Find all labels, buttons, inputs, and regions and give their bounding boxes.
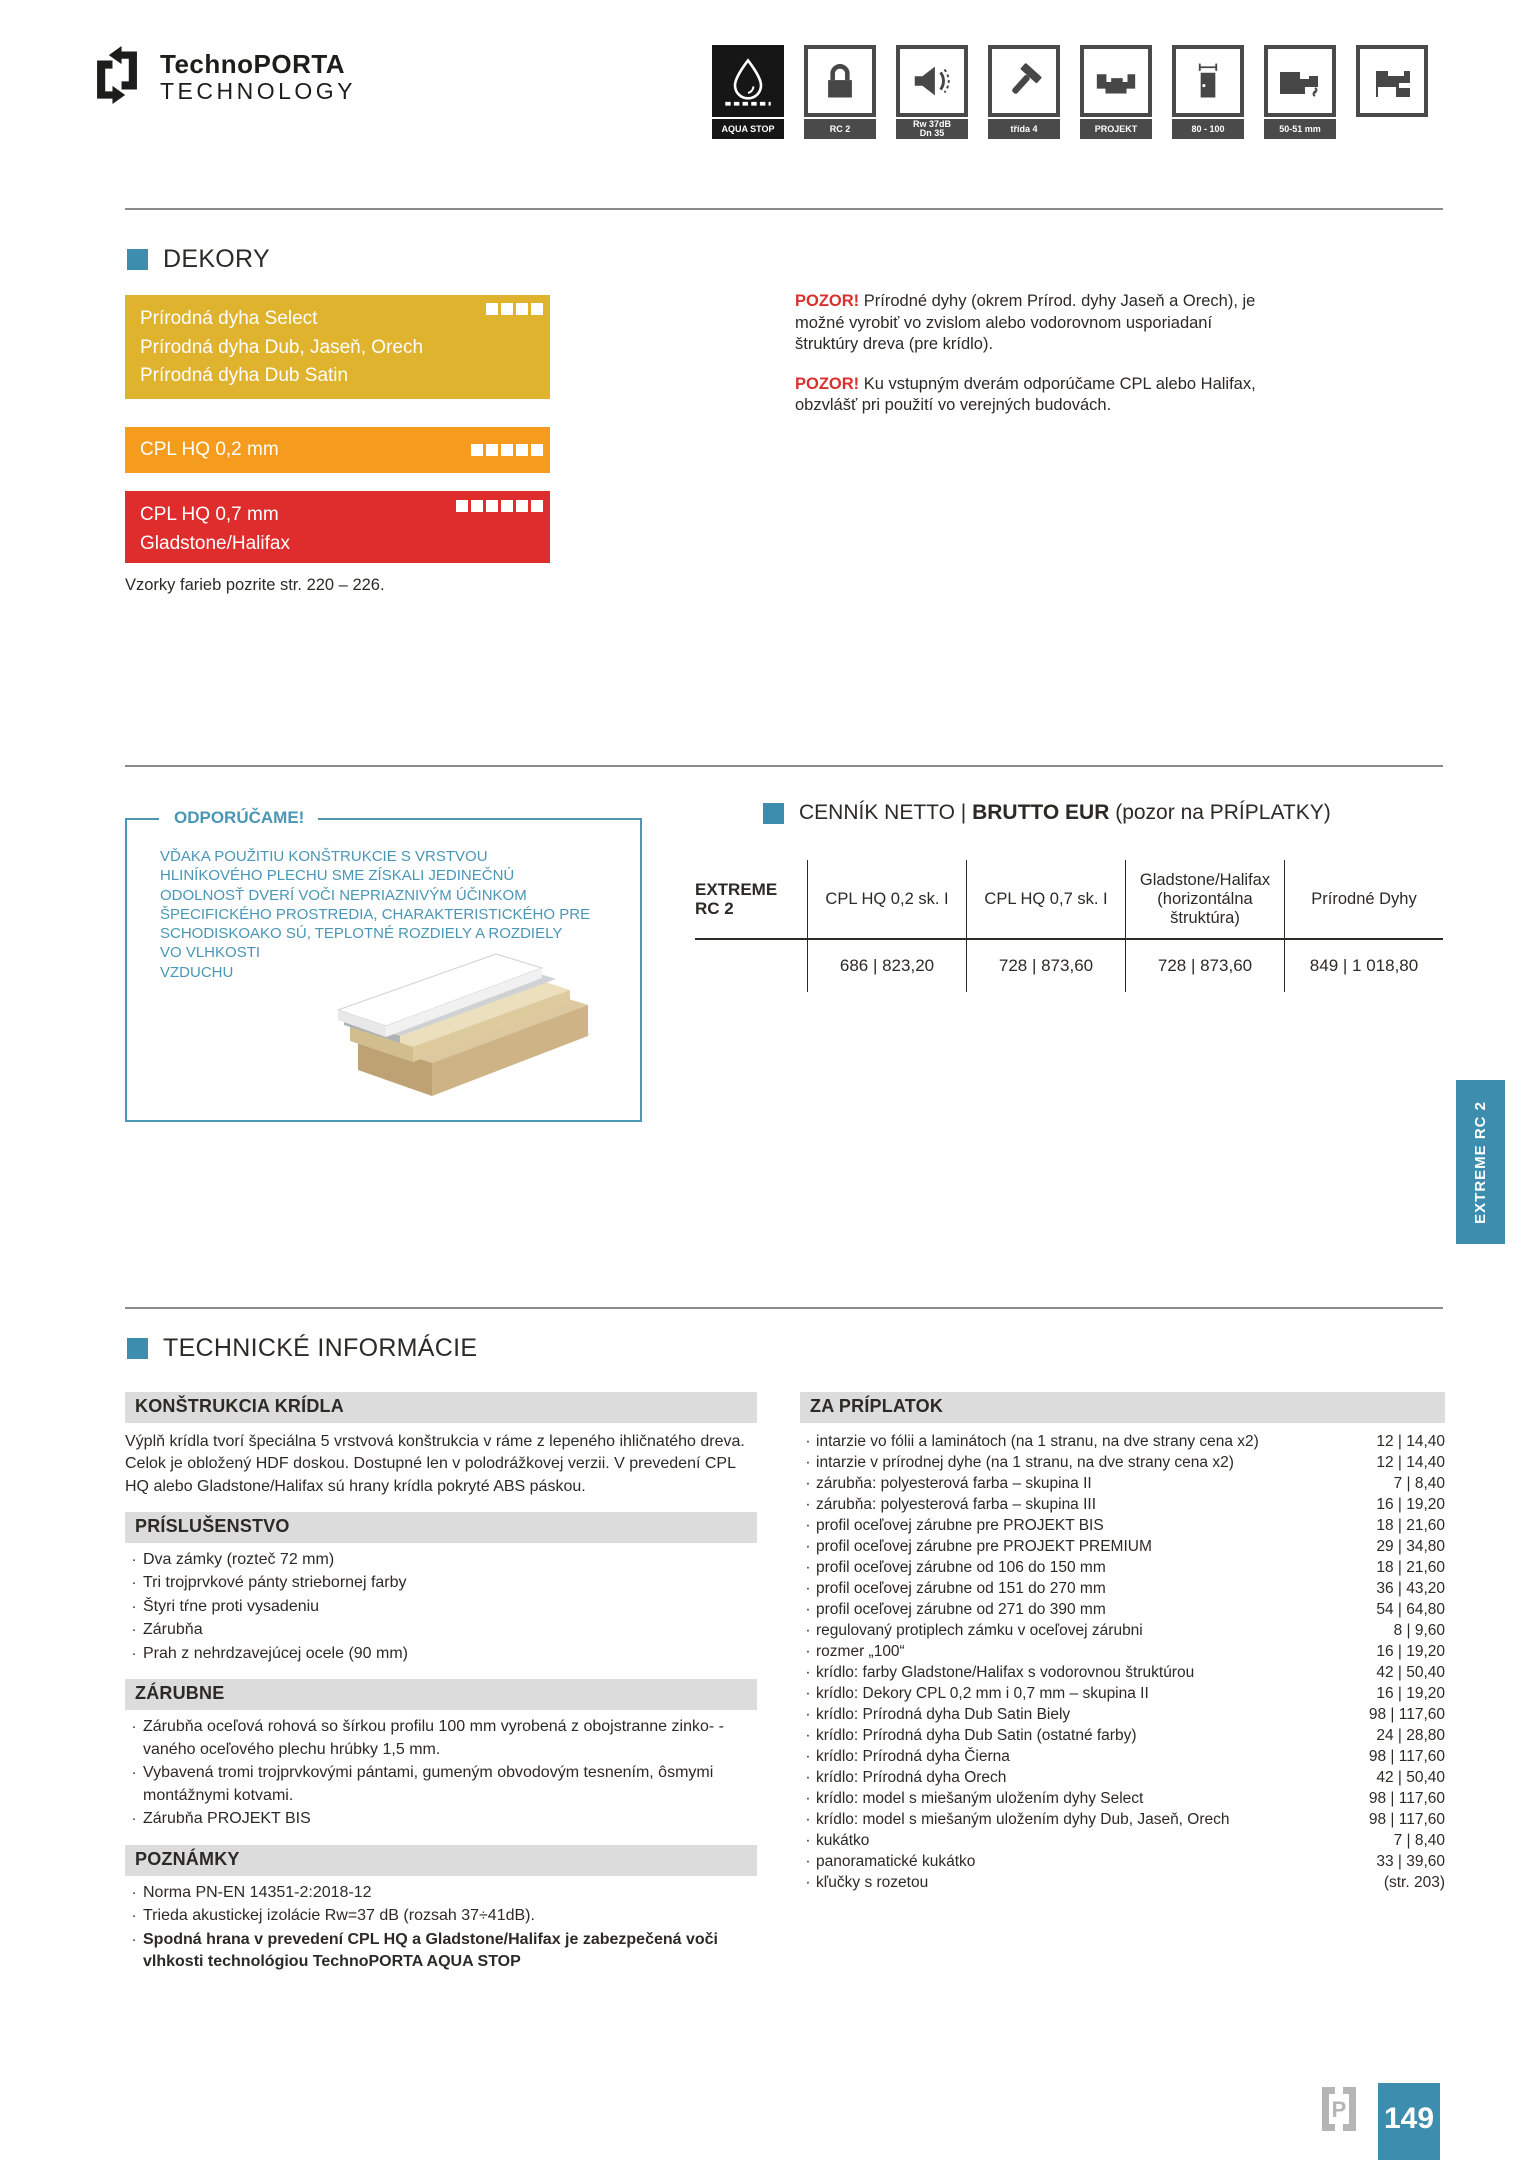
- surcharge-label: krídlo: model s miešaným uložením dyhy Select: [816, 1790, 1144, 1807]
- bullet-list: [125, 1716, 757, 1831]
- tech-section-heading: PRÍSLUŠENSTVO: [125, 1512, 757, 1543]
- surcharge-label: kľučky s rozetou: [816, 1874, 929, 1891]
- bullet-dot: ·: [805, 1706, 811, 1723]
- bullet-item: [125, 1808, 757, 1831]
- surcharge-price: 98 | 117,60: [1368, 1748, 1445, 1765]
- price-table-col-header: Prírodné Dyhy: [1284, 860, 1443, 940]
- bullet-dot: ·: [131, 1644, 137, 1662]
- bullet-dot: ·: [805, 1727, 811, 1744]
- surcharge-label: profil oceľovej zárubne od 151 do 270 mm: [816, 1580, 1106, 1597]
- badge-t-da-4: [988, 45, 1060, 139]
- page-number: 149: [1383, 2101, 1435, 2135]
- surcharge-label-wrap: [800, 1599, 1106, 1620]
- bullet-text: Štyri tŕne proti vysadeniu: [143, 1597, 320, 1615]
- surcharge-price: 12 | 14,40: [1376, 1454, 1445, 1471]
- bullet-dot: ·: [805, 1454, 811, 1471]
- badge-profile: [1356, 45, 1428, 139]
- badge-label-line: 50-51 mm: [1279, 123, 1321, 134]
- surcharge-label-wrap: [800, 1725, 1137, 1746]
- surcharge-label-wrap: [800, 1788, 1143, 1809]
- color-group-square: [486, 444, 498, 456]
- side-tab-extreme-rc2: [1456, 1080, 1505, 1244]
- surcharge-row: [800, 1830, 1445, 1851]
- section-marker: [127, 1338, 148, 1359]
- surcharge-row: [800, 1746, 1445, 1767]
- pricing-title-bold: BRUTTO EUR: [972, 801, 1110, 824]
- price-cell: 849 | 1 018,80: [1284, 940, 1443, 992]
- price-table-row-label: EXTREME RC 2: [695, 860, 807, 940]
- price-table-col-header: CPL HQ 0,7 sk. I: [966, 860, 1125, 940]
- decor-squares: [456, 500, 543, 512]
- frame-profile-icon: [1080, 45, 1152, 117]
- badge-rc-2: [804, 45, 876, 139]
- bullet-dot: ·: [805, 1559, 811, 1576]
- bullet-text: Zárubňa oceľová rohová so šírkou profilu 100 mm vyrobená z obojstranne zinko- -vaného oceľového plechu hrúbky 1,5 mm.: [143, 1718, 724, 1758]
- badge-label: [1264, 119, 1336, 139]
- bullet-item: [125, 1596, 757, 1619]
- badge-label: [712, 119, 784, 139]
- badge-label: [896, 119, 968, 139]
- surcharge-row: [800, 1767, 1445, 1788]
- bullet-dot: ·: [131, 1550, 137, 1568]
- side-tab-label: EXTREME RC 2: [1472, 1100, 1489, 1224]
- speaker-icon: [896, 45, 968, 117]
- tech-left-column: [125, 1392, 757, 1988]
- samples-note: Vzorky farieb pozrite str. 220 – 226.: [125, 576, 385, 594]
- color-group-square: [531, 500, 543, 512]
- surcharge-row: [800, 1662, 1445, 1683]
- surcharge-price: 98 | 117,60: [1368, 1790, 1445, 1807]
- tech-section-heading: POZNÁMKY: [125, 1845, 757, 1876]
- bullet-text: Dva zámky (rozteč 72 mm): [143, 1550, 335, 1568]
- surcharge-price: 7 | 8,40: [1393, 1832, 1445, 1849]
- surcharge-price: 12 | 14,40: [1376, 1433, 1445, 1450]
- surcharge-price: 18 | 21,60: [1376, 1517, 1445, 1534]
- dekory-title: DEKORY: [163, 245, 270, 273]
- surcharge-price: 36 | 43,20: [1376, 1580, 1445, 1597]
- bullet-text: Spodná hrana v prevedení CPL HQ a Gladstone/Halifax je zabezpečená voči vlhkosti technológiou TechnoPORTA AQUA STOP: [143, 1930, 718, 1971]
- brand-logo-icon: [88, 44, 146, 111]
- tech-section-heading: ZÁRUBNE: [125, 1679, 757, 1710]
- divider: [125, 208, 1443, 210]
- color-group-square: [486, 500, 498, 512]
- surcharge-row: [800, 1578, 1445, 1599]
- color-group-square: [456, 500, 468, 512]
- bullet-list: [125, 1549, 757, 1666]
- decor-bar-line: Prírodná dyha Dub, Jaseň, Orech: [140, 336, 424, 358]
- recommend-text-line: SCHODISKOAKO SÚ, TEPLOTNÉ ROZDIELY A ROZDIELY: [160, 925, 563, 943]
- lock-icon: [804, 45, 876, 117]
- surcharge-label-wrap: [800, 1746, 1010, 1767]
- surcharge-row: [800, 1452, 1445, 1473]
- price-table-col-header: Gladstone/Halifax (horizontálna štruktúra): [1125, 860, 1284, 940]
- surcharge-row: [800, 1473, 1445, 1494]
- decor-bar-line: Prírodná dyha Select: [140, 308, 318, 329]
- bullet-dot: ·: [805, 1538, 811, 1555]
- decor-bar: [125, 491, 550, 563]
- section-marker: [763, 803, 784, 824]
- bullet-dot: ·: [805, 1811, 811, 1828]
- decor-bar: [125, 295, 550, 399]
- bullet-dot: ·: [131, 1597, 137, 1615]
- surcharge-price: 8 | 9,60: [1393, 1622, 1445, 1639]
- warning-text: Ku vstupným dverám odporúčame CPL alebo Halifax, obzvlášť pri použití vo verejných budovách.: [795, 374, 1256, 414]
- bullet-text: Tri trojprvkové pánty striebornej farby: [143, 1574, 407, 1592]
- surcharge-price: 98 | 117,60: [1368, 1811, 1445, 1828]
- recommend-label: ODPORÚČAME!: [168, 808, 310, 828]
- bullet-dot: ·: [805, 1601, 811, 1618]
- surcharge-price: (str. 203): [1383, 1874, 1445, 1891]
- surcharge-label-wrap: [800, 1830, 869, 1851]
- bullet-dot: ·: [805, 1769, 811, 1786]
- decor-bar-line: CPL HQ 0,2 mm: [140, 439, 279, 460]
- badge-label-line: PROJEKT: [1094, 123, 1138, 134]
- bullet-dot: ·: [805, 1496, 811, 1513]
- bullet-text: Trieda akustickej izolácie Rw=37 dB (rozsah 37÷41dB).: [143, 1907, 535, 1925]
- surcharge-label: profil oceľovej zárubne od 106 do 150 mm: [816, 1559, 1106, 1576]
- surcharge-label: krídlo: farby Gladstone/Halifax s vodorovnou štruktúrou: [816, 1664, 1195, 1681]
- surcharge-label: rozmer „100“: [816, 1643, 905, 1660]
- recommend-text-line: VĎAKA POUŽITIU KONŠTRUKCIE S VRSTVOU: [160, 848, 488, 865]
- surcharge-label: profil oceľovej zárubne pre PROJEKT PREMIUM: [816, 1538, 1152, 1555]
- surcharge-label-wrap: [800, 1809, 1230, 1830]
- bullet-text: Vybavená tromi trojprvkovými pántami, gumeným obvodovým tesnením, ôsmymi montážnymi kotvami.: [143, 1764, 714, 1804]
- surcharge-label: krídlo: Dekory CPL 0,2 mm i 0,7 mm – skupina II: [816, 1685, 1149, 1702]
- panel-icon: [1356, 45, 1428, 117]
- surcharge-label-wrap: [800, 1872, 928, 1893]
- color-group-square: [516, 303, 528, 315]
- bullet-dot: ·: [131, 1810, 137, 1828]
- decor-squares: [486, 303, 543, 315]
- brand: [88, 44, 356, 111]
- decor-squares: [471, 444, 543, 456]
- surcharge-label: intarzie v prírodnej dyhe (na 1 stranu, na dve strany cena x2): [816, 1454, 1234, 1471]
- surcharge-price: 98 | 117,60: [1368, 1706, 1445, 1723]
- surcharge-label: panoramatické kukátko: [816, 1853, 976, 1870]
- surcharge-label-wrap: [800, 1767, 1006, 1788]
- badge-rw-37db: [896, 45, 968, 139]
- surcharge-row: [800, 1431, 1445, 1452]
- bullet-item: [125, 1549, 757, 1572]
- badge-label-line: RC 2: [829, 123, 851, 134]
- surcharge-price: 54 | 64,80: [1376, 1601, 1445, 1618]
- bullet-item: [125, 1905, 757, 1928]
- surcharge-row: [800, 1872, 1445, 1893]
- badge-label: [988, 119, 1060, 139]
- color-group-square: [471, 444, 483, 456]
- surcharge-label-wrap: [800, 1536, 1152, 1557]
- recommend-text-line: VO VLHKOSTI: [160, 944, 261, 962]
- panel-50-icon: [1264, 45, 1336, 117]
- bullet-dot: ·: [805, 1643, 811, 1660]
- color-group-square: [501, 500, 513, 512]
- tech-paragraph: Výplň krídla tvorí špeciálna 5 vrstvová konštrukcia v ráme z lepeného ihličnatého dreva. Celok je obložený HDF doskou. Dostupné len v polodrážkovej verzii. V prevedení CPL HQ alebo Gladstone/Halifax sú hrany krídla pokryté ABS páskou.: [125, 1433, 745, 1495]
- surcharge-row: [800, 1788, 1445, 1809]
- recommend-box-border: [125, 818, 159, 820]
- tech-section-header: [127, 1334, 477, 1363]
- surcharge-row: [800, 1620, 1445, 1641]
- brand-name: TechnoPORTA: [160, 49, 346, 79]
- decor-bar: [125, 427, 550, 473]
- surcharge-price: 29 | 34,80: [1376, 1538, 1445, 1555]
- bullet-list: [125, 1882, 757, 1974]
- bullet-dot: ·: [131, 1930, 137, 1948]
- bullet-item: [125, 1716, 757, 1761]
- price-table-empty-cell: [695, 940, 807, 992]
- page-number-badge: [1378, 2083, 1440, 2160]
- bullet-item: [125, 1929, 757, 1974]
- warning: [795, 291, 1267, 356]
- price-table: [695, 860, 1443, 992]
- surcharge-list: [800, 1431, 1445, 1893]
- surcharge-row: [800, 1641, 1445, 1662]
- surcharge-price: 16 | 19,20: [1376, 1643, 1445, 1660]
- bullet-dot: ·: [131, 1907, 137, 1925]
- surcharge-heading: ZA PRÍPLATOK: [800, 1392, 1445, 1423]
- surcharge-row: [800, 1851, 1445, 1872]
- badge-50-51-mm: [1264, 45, 1336, 139]
- tech-section-heading: KONŠTRUKCIA KRÍDLA: [125, 1392, 757, 1423]
- aqua-stop-icon: [712, 45, 784, 117]
- bullet-item: [125, 1572, 757, 1595]
- warning-text: Prírodné dyhy (okrem Prírod. dyhy Jaseň a Orech), je možné vyrobiť vo zvislom alebo vodorovnom usporiadaní štruktúry dreva (pre krídlo).: [795, 292, 1256, 353]
- hammer-icon: [988, 45, 1060, 117]
- bullet-dot: ·: [805, 1622, 811, 1639]
- decor-bar-line: Gladstone/Halifax: [140, 532, 290, 554]
- surcharge-label-wrap: [800, 1431, 1259, 1452]
- surcharge-label-wrap: [800, 1641, 905, 1662]
- color-group-square: [531, 303, 543, 315]
- bullet-dot: ·: [805, 1580, 811, 1597]
- decor-bar-line: CPL HQ 0,7 mm: [140, 504, 279, 525]
- surcharge-label-wrap: [800, 1452, 1234, 1473]
- bullet-dot: ·: [131, 1883, 137, 1901]
- badge-aqua-stop: [712, 45, 784, 139]
- dekory-section-header: [127, 245, 270, 274]
- bullet-dot: ·: [131, 1764, 137, 1782]
- badge-label: [1080, 119, 1152, 139]
- surcharge-price: 42 | 50,40: [1376, 1769, 1445, 1786]
- surcharge-price: 16 | 19,20: [1376, 1685, 1445, 1702]
- surcharge-label-wrap: [800, 1578, 1106, 1599]
- badge-row: [712, 45, 1428, 139]
- tech-title: TECHNICKÉ INFORMÁCIE: [163, 1334, 478, 1362]
- badge-label-line: 80 - 100: [1191, 123, 1225, 134]
- surcharge-label-wrap: [800, 1557, 1106, 1578]
- badge-label-line: třída 4: [1010, 123, 1038, 134]
- surcharge-label-wrap: [800, 1683, 1149, 1704]
- bullet-dot: ·: [805, 1664, 811, 1681]
- badge-label-line: Dn 35: [919, 128, 945, 138]
- badge-label: [804, 119, 876, 139]
- surcharge-row: [800, 1683, 1445, 1704]
- divider: [125, 1307, 1443, 1309]
- decor-bar-line: Prírodná dyha Dub Satin: [140, 365, 349, 386]
- badge-projekt: [1080, 45, 1152, 139]
- surcharge-row: [800, 1809, 1445, 1830]
- surcharge-label: intarzie vo fólii a laminátoch (na 1 stranu, na dve strany cena x2): [816, 1433, 1259, 1450]
- divider: [125, 765, 1443, 767]
- surcharge-price: 24 | 28,80: [1376, 1727, 1445, 1744]
- surcharge-label-wrap: [800, 1851, 975, 1872]
- color-group-square: [531, 444, 543, 456]
- surcharge-label-wrap: [800, 1515, 1104, 1536]
- surcharge-row: [800, 1536, 1445, 1557]
- surcharge-price: 16 | 19,20: [1376, 1496, 1445, 1513]
- bullet-item: [125, 1619, 757, 1642]
- color-group-square: [501, 303, 513, 315]
- recommend-text-line: HLINÍKOVÉHO PLECHU SME ZÍSKALI JEDINEČNÚ: [160, 867, 515, 885]
- surcharge-row: [800, 1599, 1445, 1620]
- surcharge-row: [800, 1725, 1445, 1746]
- badge-label-line: Rw 37dB: [912, 119, 951, 129]
- bullet-dot: ·: [131, 1718, 137, 1736]
- section-marker: [127, 249, 148, 270]
- color-group-square: [471, 500, 483, 512]
- surcharge-label: profil oceľovej zárubne od 271 do 390 mm: [816, 1601, 1106, 1618]
- bullet-dot: ·: [805, 1790, 811, 1807]
- surcharge-label: krídlo: Prírodná dyha Čierna: [816, 1748, 1010, 1765]
- color-group-square: [516, 500, 528, 512]
- surcharge-price: 7 | 8,40: [1393, 1475, 1445, 1492]
- bullet-text: Prah z nehrdzavejúcej ocele (90 mm): [143, 1644, 409, 1662]
- surcharge-price: 18 | 21,60: [1376, 1559, 1445, 1576]
- bullet-dot: ·: [805, 1685, 811, 1702]
- surcharge-label: zárubňa: polyesterová farba – skupina III: [816, 1496, 1097, 1513]
- porta-footer-logo: [1318, 2085, 1360, 2138]
- price-cell: 686 | 823,20: [807, 940, 966, 992]
- bullet-dot: ·: [805, 1433, 811, 1450]
- surcharge-label: krídlo: Prírodná dyha Dub Satin Biely: [816, 1706, 1071, 1723]
- bullet-text: Zárubňa: [143, 1621, 203, 1639]
- surcharge-row: [800, 1557, 1445, 1578]
- surcharge-label: kukátko: [816, 1832, 870, 1849]
- warning: [795, 374, 1267, 417]
- pricing-title: [763, 801, 1331, 825]
- surcharge-label: regulovaný protiplech zámku v oceľovej zárubni: [816, 1622, 1143, 1639]
- badge-label: [1172, 119, 1244, 139]
- recommend-text-line: ODOLNOSŤ DVERÍ VOČI NEPRIAZNIVÝM ÚČINKOM: [160, 886, 527, 904]
- surcharge-row: [800, 1515, 1445, 1536]
- price-table-col-header: CPL HQ 0,2 sk. I: [807, 860, 966, 940]
- surcharge-price: 33 | 39,60: [1376, 1853, 1445, 1870]
- surcharge-price: 42 | 50,40: [1376, 1664, 1445, 1681]
- bullet-dot: ·: [805, 1748, 811, 1765]
- brand-subtitle: TECHNOLOGY: [160, 78, 357, 104]
- surcharge-label: profil oceľovej zárubne pre PROJEKT BIS: [816, 1517, 1104, 1534]
- color-group-square: [516, 444, 528, 456]
- badge-label-line: AQUA STOP: [721, 123, 775, 134]
- door-cross-section-illustration: [300, 950, 600, 1120]
- recommend-box-border: [318, 818, 640, 820]
- surcharge-label: krídlo: model s miešaným uložením dyhy Dub, Jaseň, Orech: [816, 1811, 1230, 1828]
- bullet-dot: ·: [805, 1874, 811, 1891]
- surcharge-label-wrap: [800, 1662, 1194, 1683]
- surcharge-label-wrap: [800, 1704, 1070, 1725]
- bullet-dot: ·: [131, 1574, 137, 1592]
- bullet-dot: ·: [805, 1832, 811, 1849]
- surcharge-row: [800, 1704, 1445, 1725]
- price-cell: 728 | 873,60: [1125, 940, 1284, 992]
- surcharge-label: krídlo: Prírodná dyha Orech: [816, 1769, 1007, 1786]
- bullet-dot: ·: [805, 1853, 811, 1870]
- bullet-dot: ·: [131, 1621, 137, 1639]
- recommend-text-line: ŠPECIFICKÉHO PROSTREDIA, CHARAKTERISTICKÉHO PRE: [160, 905, 591, 923]
- bullet-dot: ·: [805, 1475, 811, 1492]
- pricing-title-regular: CENNÍK NETTO |: [799, 801, 973, 824]
- tech-right-column: [800, 1392, 1445, 1893]
- surcharge-label: zárubňa: polyesterová farba – skupina II: [816, 1475, 1092, 1492]
- bullet-item: [125, 1762, 757, 1807]
- bullet-item: [125, 1643, 757, 1666]
- surcharge-label: krídlo: Prírodná dyha Dub Satin (ostatné farby): [816, 1727, 1137, 1744]
- warning-prefix: POZOR!: [795, 374, 860, 393]
- surcharge-label-wrap: [800, 1473, 1092, 1494]
- door-width-icon: [1172, 45, 1244, 117]
- warnings: [795, 291, 1267, 435]
- bullet-text: Norma PN-EN 14351-2:2018-12: [143, 1883, 372, 1901]
- warning-prefix: POZOR!: [795, 292, 860, 310]
- surcharge-row: [800, 1494, 1445, 1515]
- svg-text:P: P: [1331, 2097, 1347, 2122]
- color-group-square: [501, 444, 513, 456]
- price-cell: 728 | 873,60: [966, 940, 1125, 992]
- pricing-title-suffix: (pozor na PRÍPLATKY): [1109, 801, 1331, 824]
- bullet-text: Zárubňa PROJEKT BIS: [143, 1810, 311, 1828]
- surcharge-label-wrap: [800, 1494, 1096, 1515]
- bullet-item: [125, 1882, 757, 1905]
- bullet-dot: ·: [805, 1517, 811, 1534]
- color-group-square: [486, 303, 498, 315]
- badge-80-100: [1172, 45, 1244, 139]
- recommend-text-line: VZDUCHU: [160, 963, 234, 981]
- surcharge-label-wrap: [800, 1620, 1143, 1641]
